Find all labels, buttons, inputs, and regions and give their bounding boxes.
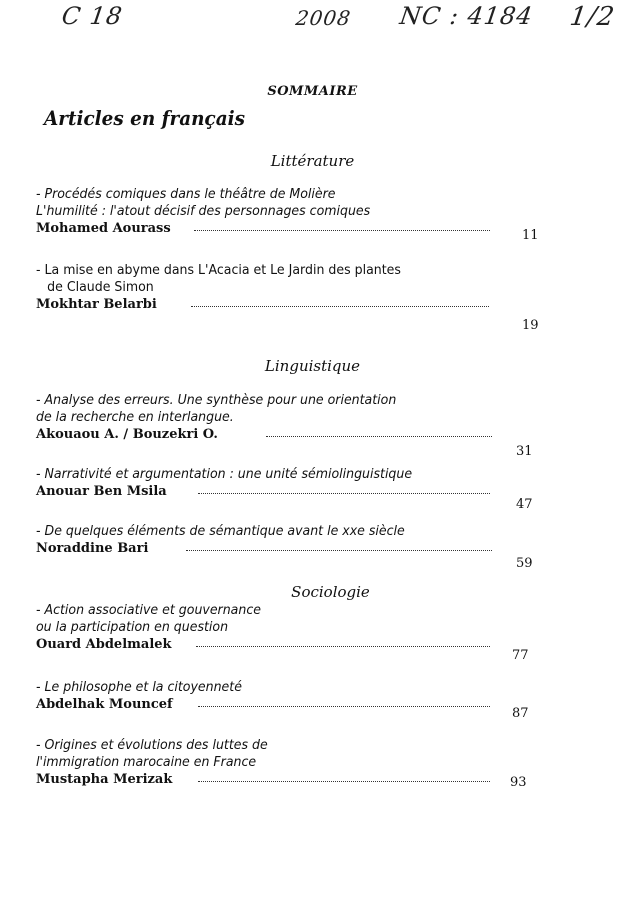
entry-author: Akouaou A. / Bouzekri O. [36,427,218,442]
leader-dots [266,436,492,437]
handwritten-note-call-number: C 18 [60,2,125,30]
toc-entry [36,186,596,243]
entry-author: Mustapha Merizak [36,772,173,787]
leader-dots [191,306,489,307]
entry-title-line: - La mise en abyme dans L'Acacia et Le Jardin des plantes [36,262,401,278]
entry-page-number: 31 [516,444,533,459]
entry-title-line: de la recherche en interlangue. [36,409,234,425]
articles-heading: Articles en français [44,106,246,130]
toc-entry [36,392,596,459]
entry-title-line: - Procédés comiques dans le théâtre de Molière [36,186,336,202]
toc-entry [36,602,596,663]
handwritten-note-year: 2008 [294,6,353,30]
entry-page-number: 47 [516,497,533,512]
entry-author: Mohamed Aourass [36,221,171,236]
entry-title-line: - Narrativité et argumentation : une unité sémiolinguistique [36,466,413,482]
handwritten-note-nc: NC : 4184 [398,2,535,30]
leader-dots [198,493,490,494]
toc-entry [36,679,596,721]
leader-dots [186,550,492,551]
entry-title-line: - Action associative et gouvernance [36,602,261,618]
entry-page-number: 77 [512,648,529,663]
sommaire-title: SOMMAIRE [267,84,358,99]
section-sociologie: Sociologie [291,583,370,601]
leader-dots [198,706,490,707]
leader-dots [194,230,490,231]
entry-page-number: 87 [512,706,529,721]
entry-title-line: - Le philosophe et la citoyenneté [36,679,242,695]
entry-page-number: 11 [522,228,539,243]
entry-author: Noraddine Bari [36,541,149,556]
entry-title-line: l'immigration marocaine en France [36,754,257,770]
toc-entry [36,262,596,333]
entry-page-number: 19 [522,318,539,333]
entry-title-line: de Claude Simon [47,279,154,295]
entry-page-number: 93 [510,775,527,790]
toc-entry [36,466,596,512]
toc-entry [36,523,596,571]
entry-author: Abdelhak Mouncef [36,697,173,712]
entry-page-number: 59 [516,556,533,571]
entry-author: Ouard Abdelmalek [36,637,172,652]
entry-title-line: L'humilité : l'atout décisif des personnages comiques [36,203,371,219]
section-litterature: Littérature [270,152,355,170]
entry-title-line: ou la participation en question [36,619,229,635]
toc-entry [36,737,596,791]
leader-dots [196,646,490,647]
entry-author: Anouar Ben Msila [36,484,167,499]
entry-title-line: - De quelques éléments de sémantique avant le xxe siècle [36,523,405,539]
handwritten-note-volume: 1/2 [567,2,617,32]
entry-title-line: - Analyse des erreurs. Une synthèse pour une orientation [36,392,397,408]
entry-title-line: - Origines et évolutions des luttes de [36,737,268,753]
leader-dots [198,781,490,782]
entry-author: Mokhtar Belarbi [36,297,157,312]
section-linguistique: Linguistique [264,357,361,375]
